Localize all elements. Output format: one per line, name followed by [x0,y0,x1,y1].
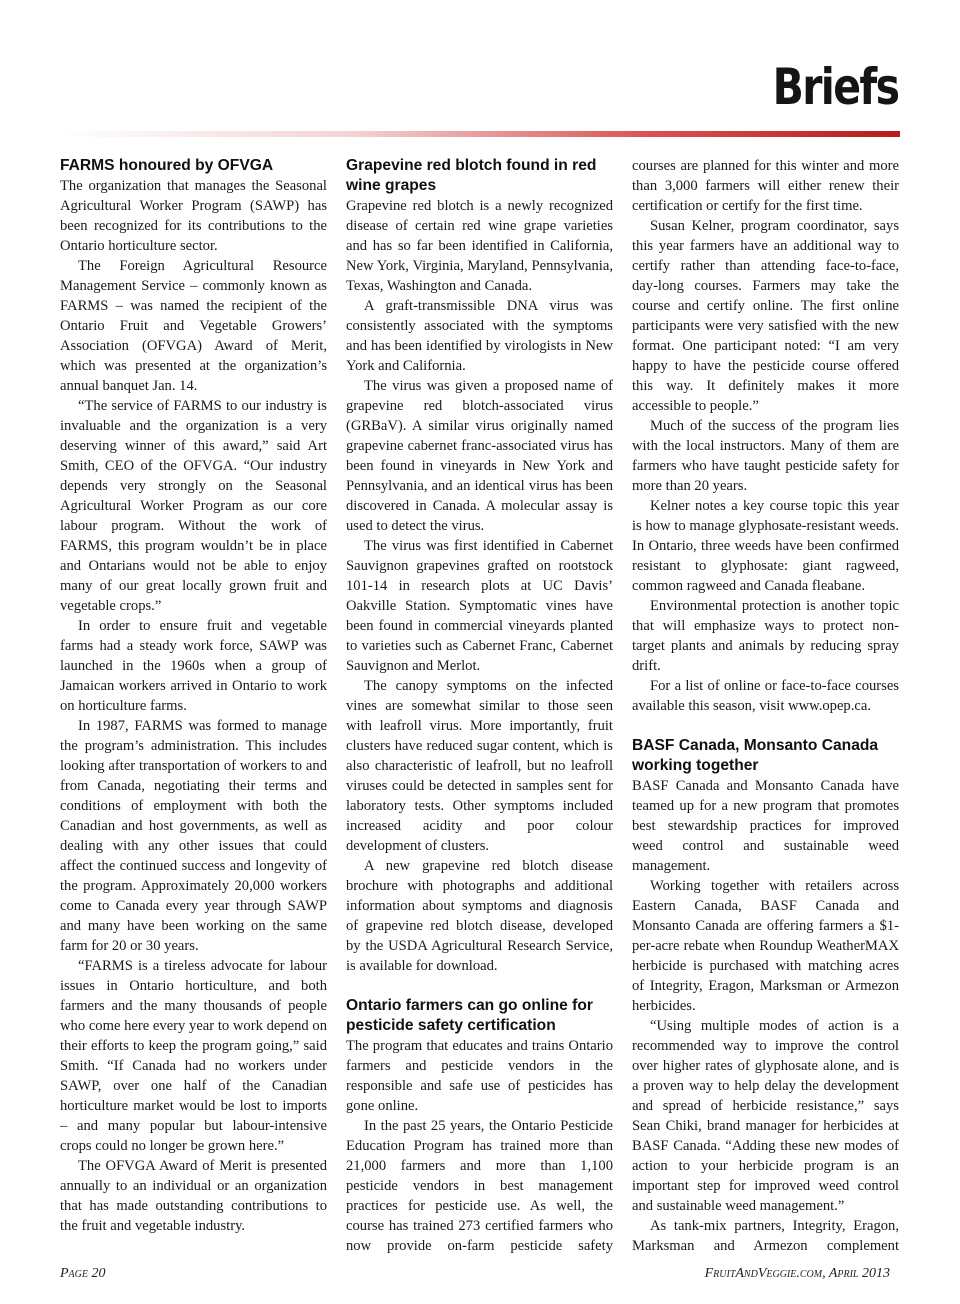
paragraph: Working together with retailers across Eastern Canada, BASF Canada and Monsanto Canada are offering farmers a $1-per-acre rebate when Roundup WeatherMAX herbicide is purchased with matching acres of Integrity, Eragon, Marksman or Armezon herbicides. [632,878,899,1014]
article-heading-basf-monsanto: BASF Canada, Monsanto Canada working together [632,737,879,774]
paragraph: The program that educates and trains Ontario farmers and pesticide vendors in the responsible and safe use of pesticides has gone online. [346,1038,613,1114]
paragraph: The OFVGA Award of Merit is presented annually to an individual or an organization that has made outstanding contributions to the fruit and vegetable industry. [60,1158,327,1234]
paragraph: The canopy symptoms on the infected vines are somewhat similar to those seen with leafroll virus. More importantly, fruit clusters have reduced sugar content, which is also characteristic of leafroll, but no leafroll viruses could be detected in samples sent for laboratory tests. Other symptoms included increased acidity and poor colour development of clusters. [346,678,613,854]
article-heading-red-blotch: Grapevine red blotch found in red wine grapes [346,157,597,194]
paragraph: The organization that manages the Seasonal Agricultural Worker Program (SAWP) has been recognized for its contributions to the Ontario horticulture sector. [60,178,327,254]
paragraph: “FARMS is a tireless advocate for labour issues in Ontario horticulture, and both farmers and the many thousands of people who come here every year to work depend on their efforts to keep the program going,” said Smith. “If Canada had no workers under SAWP, over one half of the Canadian horticulture market would be lost to imports – and many popular but labour-intensive crops could no longer be grown here.” [60,958,327,1154]
paragraph: Much of the success of the program lies with the local instructors. Many of them are farmers who have taught pesticide safety for more than 20 years. [632,418,899,494]
column-2 [346,156,613,1258]
section-title: Briefs [772,58,898,116]
paragraph: The virus was given a proposed name of grapevine red blotch-associated virus (GRBaV). A similar virus originally named grapevine cabernet franc-associated virus has been found in vineyards in New York and Pennsylvania, and an identical virus has been discovered in Canada. A molecular assay is used to detect the virus. [346,378,613,534]
paragraph: In order to ensure fruit and vegetable farms had a steady work force, SAWP was launched in the 1960s when a group of Jamaican workers arrived in Ontario to work on horticulture farms. [60,618,327,714]
column-3 [632,156,899,1258]
paragraph: A new grapevine red blotch disease brochure with photographs and additional information about symptoms and diagnosis of grapevine red blotch disease, developed by the USDA Agricultural Research Service, is available for download. [346,858,613,974]
paragraph: A graft-transmissible DNA virus was consistently associated with the symptoms and has been identified by virologists in New York and California. [346,298,613,374]
paragraph: As tank-mix partners, Integrity, Eragon, Marksman and Armezon complement [632,1218,899,1254]
paragraph: In the past 25 years, the Ontario Pesticide Education Program has trained more than 21,000 farmers and more than 1,100 pesticide vendors in best management practices for pesticide use. As well, the course has trained 273 certified farmers who now provide on-farm pesticide safety [346,1118,613,1254]
article-heading-pesticide-online: Ontario farmers can go online for pesticide safety certification [346,997,593,1034]
paragraph: Grapevine red blotch is a newly recognized disease of certain red wine grape varieties and has so far been identified in California, New York, Virginia, Maryland, Pennsylvania, Texas, Washington and Canada. [346,198,613,294]
paragraph: For a list of online or face-to-face courses available this season, visit www.opep.ca. [632,678,899,714]
paragraph: BASF Canada and Monsanto Canada have teamed up for a new program that promotes best stewardship practices for improved weed control and sustainable weed management. [632,778,899,874]
paragraph: “Using multiple modes of action is a recommended way to improve the control over higher rates of glyphosate alone, and is a proven way to help delay the development and spread of herbicide resistance,” says Sean Chiki, brand manager for herbicides at BASF Canada. “Adding these new modes of action to your herbicide program is an important step for improved weed control and sustainable weed management.” [632,1018,899,1214]
column-1 [60,156,327,1258]
paragraph-continued: courses are planned for this winter and more than 3,000 farmers will either renew their certification or certify for the first time. [632,158,899,214]
paragraph: The virus was first identified in Cabernet Sauvignon grapevines grafted on rootstock 101-14 in research plots at UC Davis’ Oakville Station. Symptomatic vines have been found in commercial vineyards planted to varieties such as Cabernet Franc, Cabernet Sauvignon and Merlot. [346,538,613,674]
paragraph: “The service of FARMS to our industry is invaluable and the organization is a very deserving winner of this award,” said Art Smith, CEO of the OFVGA. “Our industry depends very strongly on the Seasonal Agricultural Worker Program as our core labour program. Without the work of FARMS, this program wouldn’t be in place and Ontarians would not be able to enjoy many of our great locally grown fruit and vegetable crops.” [60,398,327,614]
page-number: Page 20 [60,1266,106,1281]
paragraph: In 1987, FARMS was formed to manage the program’s administration. This includes looking after transportation of workers to and from Canada, negotiating their terms and conditions of employment with both the Canadian and host governments, as well as dealing with any other issues that could affect the continued success and longevity of the program. Approximately 20,000 workers come to Canada every year through SAWP and many have been working on the same farm for 20 or 30 years. [60,718,327,954]
article-heading-farms: FARMS honoured by OFVGA [60,157,274,174]
paragraph: Kelner notes a key course topic this year is how to manage glyphosate-resistant weeds. In Ontario, three weeds have been confirmed resistant to glyphosate: giant ragweed, common ragweed and Canada fleabane. [632,498,899,594]
paragraph: The Foreign Agricultural Resource Management Service – commonly known as FARMS – was named the recipient of the Ontario Fruit and Vegetable Growers’ Association (OFVGA) Award of Merit, which was presented at the organization’s annual banquet Jan. 14. [60,258,327,394]
paragraph: Susan Kelner, program coordinator, says this year farmers have an additional way to certify rather than attending face-to-face, day-long courses. Farmers may take the course and certify online. The first online participants were very satisfied with the new format. One participant noted: “I am very happy to have the pesticide course offered this way. It definitely makes it more accessible to people.” [632,218,899,414]
publication-line: FruitAndVeggie.com, April 2013 [704,1266,890,1281]
header-rule [60,131,900,137]
paragraph: Environmental protection is another topic that will emphasize ways to protect non-target plants and animals by reducing spray drift. [632,598,899,674]
